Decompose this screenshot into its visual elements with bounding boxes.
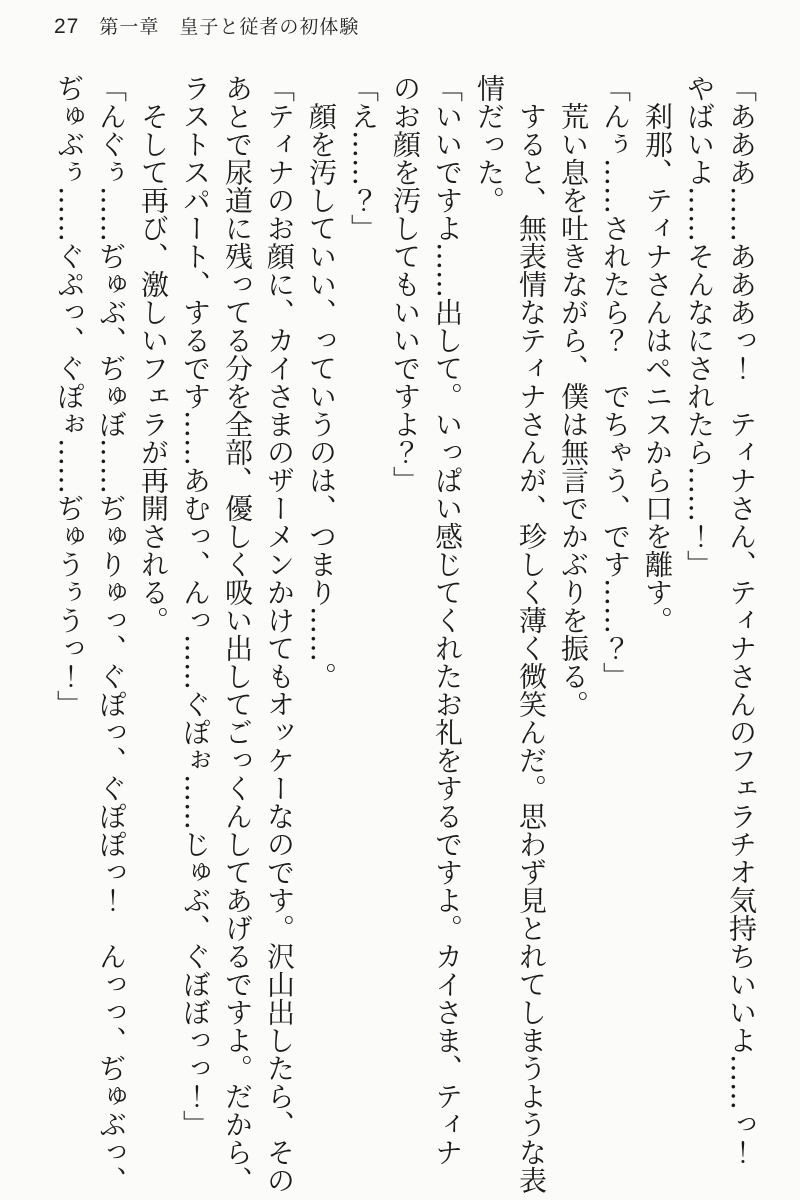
text-column: のお顔を汚してもいいですよ？」 bbox=[389, 74, 422, 494]
vertical-text-block bbox=[46, 74, 762, 1196]
text-column: 「え……？」 bbox=[347, 74, 380, 242]
chapter-title: 第一章 皇子と従者の初体験 bbox=[99, 17, 360, 38]
text-column: 刹那、ティナさんはペニスから口を離す。 bbox=[641, 74, 674, 634]
text-column: すると、無表情なティナさんが、珍しく薄く微笑んだ。思わず見とれてしまうような表 bbox=[515, 74, 548, 1194]
text-column: そして再び、激しいフェラが再開される。 bbox=[137, 74, 170, 634]
text-column: ラストスパート、するです……あむっ、んっ……ぐぽぉ……じゅぶ、ぐぼぼっっ！」 bbox=[179, 74, 212, 1138]
text-column: 荒い息を吐きながら、僕は無言でかぶりを振る。 bbox=[557, 74, 590, 718]
text-column: 「んぅ……されたら？ でちゃう、です……？」 bbox=[599, 74, 632, 690]
text-column: 「ティナのお顔に、カイさまのザーメンかけてもオッケーなのです。沢山出したら、その bbox=[263, 74, 296, 1194]
text-column: ぢゅぶぅ……ぐぷっ、ぐぽぉ……ぢゅうぅうっ！」 bbox=[53, 74, 86, 718]
page-number: 27 bbox=[54, 15, 80, 38]
text-column: 「んぐぅ……ぢゅぶ、ぢゅぼ……ぢゅりゅっ、ぐぽっ、ぐぽぽっ！ んっっ、ぢゅぶっ、 bbox=[95, 74, 128, 1194]
text-column: 「あああ……あああっ！ ティナさん、ティナさんのフェラチオ気持ちいいよ……っ！ bbox=[725, 74, 758, 1166]
text-column: やばいよ……そんなにされたら……！」 bbox=[683, 74, 716, 578]
text-column: 「いいですよ……出して。いっぱい感じてくれたお礼をするですよ。カイさま、ティナ bbox=[431, 74, 464, 1166]
text-column: 顔を汚していい、っていうのは、つまり……。 bbox=[305, 74, 338, 690]
text-column: あとで尿道に残ってる分を全部、優しく吸い出してごっくんしてあげるですよ。だから、 bbox=[221, 74, 254, 1194]
running-head bbox=[54, 12, 359, 39]
text-column: 情だった。 bbox=[473, 74, 506, 214]
